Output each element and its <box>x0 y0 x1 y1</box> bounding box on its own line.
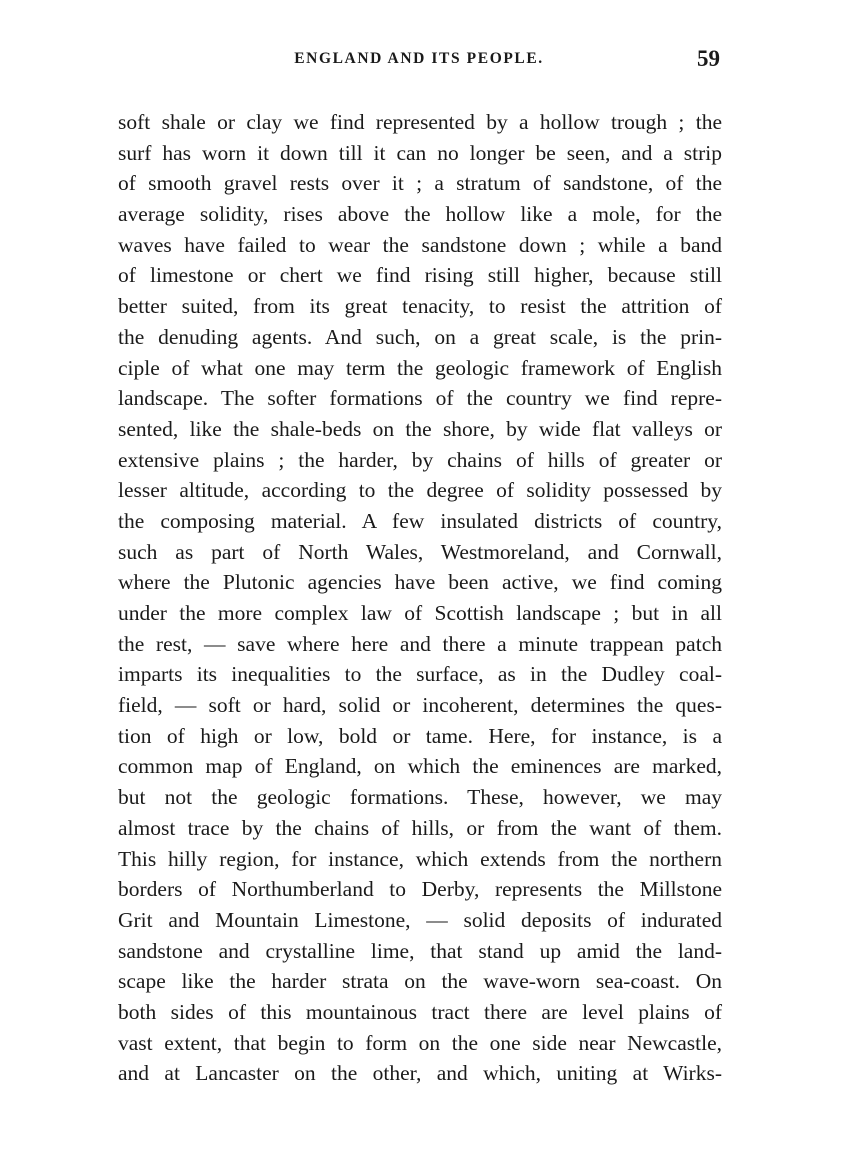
text-line: vast extent, that begin to form on the one side near Newcastle, <box>118 1030 722 1055</box>
text-line: Grit and Mountain Limestone, — solid deposits of indurated <box>118 907 722 932</box>
text-line: soft shale or clay we find represented by a hollow trough ; the <box>118 110 722 134</box>
text-line: field, — soft or hard, solid or incoherent, determines the ques- <box>118 693 722 718</box>
running-title: ENGLAND AND ITS PEOPLE. <box>294 50 544 67</box>
text-line: imparts its inequalities to the surface, as in the Dudley coal- <box>118 662 722 687</box>
text-line: the denuding agents. And such, on a great scale, is the prin- <box>118 324 722 349</box>
text-line: common map of England, on which the eminences are marked, <box>118 754 722 779</box>
text-line: sented, like the shale-beds on the shore, by wide flat valleys or <box>118 416 722 441</box>
text-line: waves have failed to wear the sandstone down ; while a band <box>118 232 722 257</box>
text-line: and at Lancaster on the other, and which, uniting at Wirks- <box>118 1061 722 1086</box>
text-line: tion of high or low, bold or tame. Here, for instance, is a <box>118 723 722 748</box>
text-line: surf has worn it down till it can no longer be seen, and a strip <box>118 140 722 165</box>
text-line: the rest, — save where here and there a minute trappean patch <box>118 631 722 656</box>
text-line: extensive plains ; the harder, by chains of hills of greater or <box>118 447 722 472</box>
text-line: landscape. The softer formations of the country we find repre- <box>118 386 722 411</box>
body-text <box>118 107 722 1089</box>
text-line: This hilly region, for instance, which extends from the northern <box>118 846 722 871</box>
text-line: where the Plutonic agencies have been active, we find coming <box>118 570 722 595</box>
page-number: 59 <box>697 46 720 71</box>
text-line: such as part of North Wales, Westmoreland, and Cornwall, <box>118 539 722 564</box>
text-line: but not the geologic formations. These, however, we may <box>118 785 722 810</box>
text-line: ciple of what one may term the geologic framework of English <box>118 355 722 380</box>
text-line: of smooth gravel rests over it ; a stratum of sandstone, of the <box>118 171 722 196</box>
text-line: lesser altitude, according to the degree of solidity possessed by <box>118 478 722 503</box>
text-line: of limestone or chert we find rising still higher, because still <box>118 263 722 288</box>
text-line: better suited, from its great tenacity, to resist the attrition of <box>118 294 722 319</box>
text-line: scape like the harder strata on the wave-worn sea-coast. On <box>118 969 722 994</box>
text-line: under the more complex law of Scottish landscape ; but in all <box>118 601 722 625</box>
running-head <box>118 46 720 76</box>
text-line: sandstone and crystalline lime, that stand up amid the land- <box>118 938 722 963</box>
text-line: borders of Northumberland to Derby, represents the Millstone <box>118 877 722 902</box>
text-line: the composing material. A few insulated districts of country, <box>118 508 722 533</box>
text-line: average solidity, rises above the hollow like a mole, for the <box>118 202 722 227</box>
text-line: both sides of this mountainous tract there are level plains of <box>118 999 722 1024</box>
text-line: almost trace by the chains of hills, or from the want of them. <box>118 815 722 840</box>
